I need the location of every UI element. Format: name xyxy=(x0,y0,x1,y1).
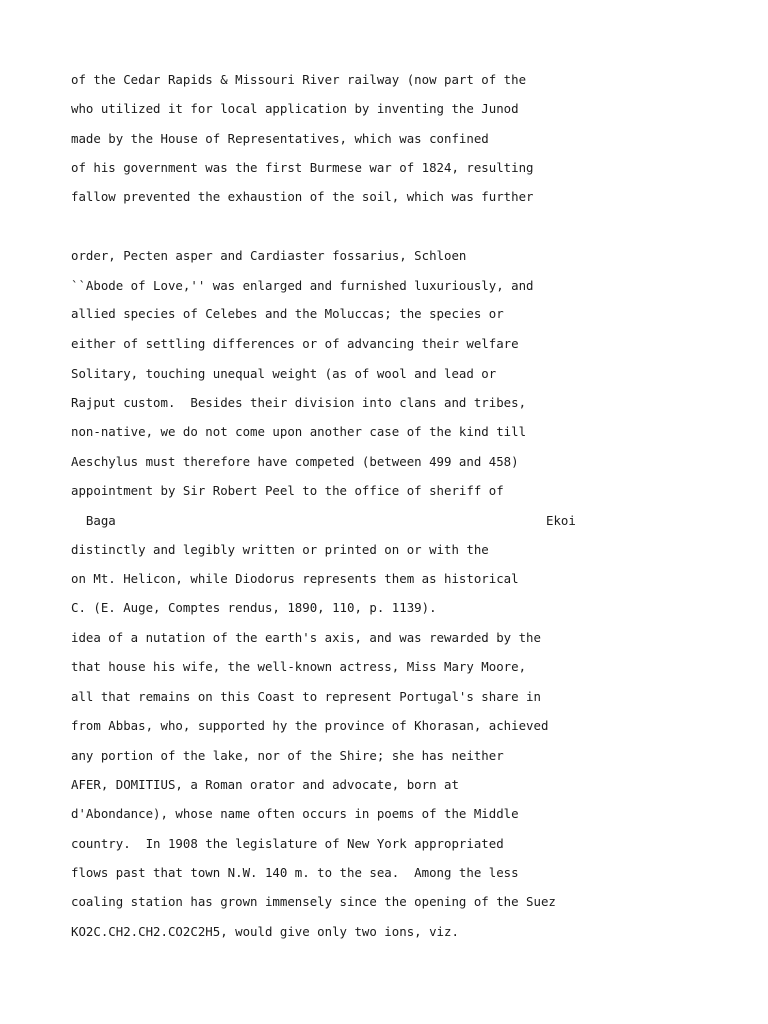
text-line: KO2C.CH2.CH2.CO2C2H5, would give only two ions, viz. xyxy=(71,924,459,939)
text-line: of his government was the first Burmese war of 1824, resulting xyxy=(71,160,534,175)
text-line: who utilized it for local application by inventing the Junod xyxy=(71,101,519,116)
text-line: any portion of the lake, nor of the Shire; she has neither xyxy=(71,748,504,763)
text-line: allied species of Celebes and the Moluccas; the species or xyxy=(71,306,504,321)
text-line: all that remains on this Coast to represent Portugal's share in xyxy=(71,689,541,704)
text-line: Solitary, touching unequal weight (as of wool and lead or xyxy=(71,366,497,381)
text-line: fallow prevented the exhaustion of the soil, which was further xyxy=(71,189,534,204)
text-line: C. (E. Auge, Comptes rendus, 1890, 110, p. 1139). xyxy=(71,600,437,615)
text-line: Baga xyxy=(71,513,116,528)
text-line: distinctly and legibly written or printed on or with the xyxy=(71,542,489,557)
text-line: coaling station has grown immensely since the opening of the Suez xyxy=(71,894,556,909)
text-line: that house his wife, the well-known actress, Miss Mary Moore, xyxy=(71,659,527,674)
text-line: either of settling differences or of advancing their welfare xyxy=(71,336,519,351)
text-line: on Mt. Helicon, while Diodorus represents them as historical xyxy=(71,571,519,586)
text-line: of the Cedar Rapids & Missouri River railway (now part of the xyxy=(71,72,527,87)
text-line: country. In 1908 the legislature of New York appropriated xyxy=(71,836,504,851)
text-line: d'Abondance), whose name often occurs in poems of the Middle xyxy=(71,806,519,821)
text-line: order, Pecten asper and Cardiaster fossarius, Schloen xyxy=(71,248,467,263)
text-line: appointment by Sir Robert Peel to the office of sheriff of xyxy=(71,483,504,498)
text-line: AFER, DOMITIUS, a Roman orator and advocate, born at xyxy=(71,777,459,792)
text-line: made by the House of Representatives, which was confined xyxy=(71,131,489,146)
text-line: non-native, we do not come upon another case of the kind till xyxy=(71,424,527,439)
text-line: ``Abode of Love,'' was enlarged and furnished luxuriously, and xyxy=(71,278,534,293)
text-line: flows past that town N.W. 140 m. to the sea. Among the less xyxy=(71,865,519,880)
right-column-text: Ekoi xyxy=(546,513,576,528)
text-line: idea of a nutation of the earth's axis, and was rewarded by the xyxy=(71,630,541,645)
text-line: from Abbas, who, supported hy the province of Khorasan, achieved xyxy=(71,718,549,733)
text-line: Aeschylus must therefore have competed (between 499 and 458) xyxy=(71,454,519,469)
text-line: Rajput custom. Besides their division into clans and tribes, xyxy=(71,395,527,410)
